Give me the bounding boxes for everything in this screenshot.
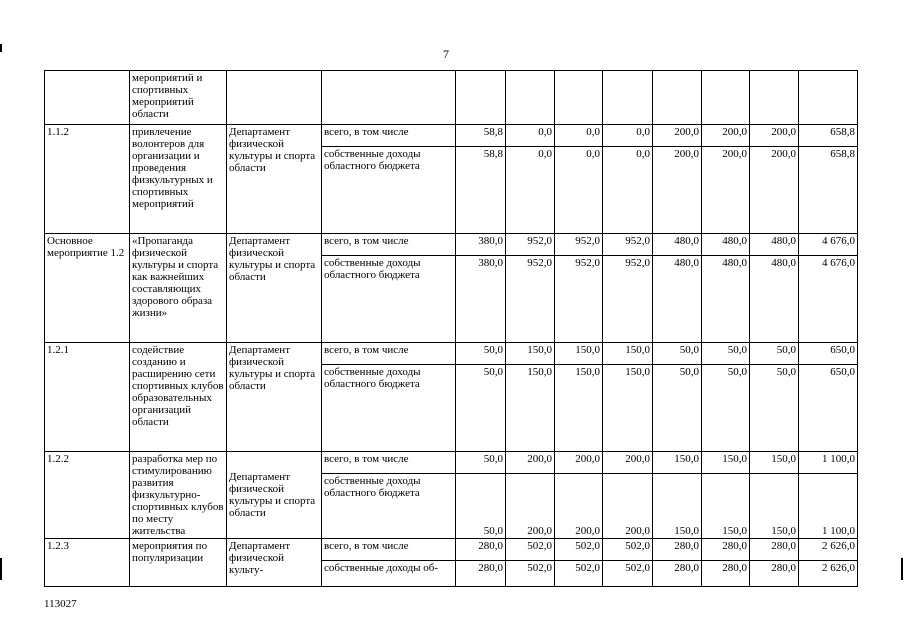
value-cell: 480,0 xyxy=(653,234,702,256)
row-name-cell: разработка мер по стимулированию развития физкультурно-спортивных клубов по месту жительства xyxy=(130,452,227,539)
funding-source-cell: всего, в том числе xyxy=(322,343,456,365)
value-cell: 0,0 xyxy=(555,147,603,234)
value-cell: 200,0 xyxy=(750,147,799,234)
funding-source-cell: всего, в том числе xyxy=(322,234,456,256)
row-executor-cell: Департамент физической культуры и спорта области xyxy=(227,125,322,234)
value-cell: 280,0 xyxy=(653,561,702,587)
table-row xyxy=(45,71,858,125)
value-cell: 200,0 xyxy=(506,452,555,474)
funding-source-cell: собственные доходы областного бюджета xyxy=(322,474,456,539)
value-cell: 380,0 xyxy=(456,234,506,256)
value-cell: 50,0 xyxy=(702,365,750,452)
row-executor-cell: Департамент физической культуры и спорта области xyxy=(227,343,322,452)
value-cell: 0,0 xyxy=(506,125,555,147)
value-cell: 50,0 xyxy=(456,365,506,452)
value-cell: 150,0 xyxy=(702,474,750,539)
value-cell: 200,0 xyxy=(653,125,702,147)
value-cell: 200,0 xyxy=(555,474,603,539)
value-cell: 150,0 xyxy=(506,343,555,365)
funding-source-cell: всего, в том числе xyxy=(322,452,456,474)
value-cell xyxy=(456,71,506,125)
table-body xyxy=(45,71,858,587)
value-cell: 650,0 xyxy=(799,343,858,365)
row-id-cell xyxy=(45,71,130,125)
row-id-cell: 1.2.3 xyxy=(45,539,130,587)
funding-source-cell: собственные доходы областного бюджета xyxy=(322,256,456,343)
value-cell: 150,0 xyxy=(702,452,750,474)
scan-mark-left-top xyxy=(0,44,2,52)
value-cell: 502,0 xyxy=(506,539,555,561)
value-cell xyxy=(555,71,603,125)
value-cell: 280,0 xyxy=(702,539,750,561)
value-cell: 50,0 xyxy=(653,365,702,452)
value-cell: 280,0 xyxy=(653,539,702,561)
row-name-cell: привлечение волонтеров для организации и проведения физкультурных и спортивных мероприятий xyxy=(130,125,227,234)
value-cell: 952,0 xyxy=(506,234,555,256)
value-cell xyxy=(750,71,799,125)
value-cell: 58,8 xyxy=(456,147,506,234)
value-cell: 480,0 xyxy=(750,234,799,256)
value-cell: 200,0 xyxy=(702,125,750,147)
value-cell: 1 100,0 xyxy=(799,452,858,474)
row-executor-cell xyxy=(227,71,322,125)
scan-mark-right-bottom xyxy=(901,558,903,580)
funding-source-cell: собственные доходы областного бюджета xyxy=(322,147,456,234)
funding-source-cell: собственные доходы областного бюджета xyxy=(322,365,456,452)
value-cell: 952,0 xyxy=(555,234,603,256)
row-executor-cell: Департамент физической культуры и спорта области xyxy=(227,452,322,539)
value-cell: 480,0 xyxy=(653,256,702,343)
value-cell: 50,0 xyxy=(750,343,799,365)
value-cell: 952,0 xyxy=(555,256,603,343)
scan-mark-left-bottom xyxy=(0,558,2,580)
value-cell: 4 676,0 xyxy=(799,256,858,343)
row-executor-cell: Департамент физической культу- xyxy=(227,539,322,587)
value-cell: 200,0 xyxy=(653,147,702,234)
row-id-cell: 1.1.2 xyxy=(45,125,130,234)
row-executor-cell: Департамент физической культуры и спорта области xyxy=(227,234,322,343)
table-row xyxy=(45,452,858,474)
value-cell: 200,0 xyxy=(555,452,603,474)
funding-source-cell: всего, в том числе xyxy=(322,539,456,561)
value-cell: 280,0 xyxy=(702,561,750,587)
value-cell: 150,0 xyxy=(603,343,653,365)
value-cell: 200,0 xyxy=(603,452,653,474)
value-cell: 0,0 xyxy=(603,125,653,147)
value-cell: 150,0 xyxy=(653,474,702,539)
value-cell: 658,8 xyxy=(799,125,858,147)
row-name-cell: мероприятий и спортивных мероприятий области xyxy=(130,71,227,125)
value-cell: 952,0 xyxy=(603,256,653,343)
value-cell: 380,0 xyxy=(456,256,506,343)
value-cell: 150,0 xyxy=(555,365,603,452)
value-cell: 650,0 xyxy=(799,365,858,452)
value-cell: 2 626,0 xyxy=(799,539,858,561)
value-cell: 952,0 xyxy=(603,234,653,256)
value-cell: 280,0 xyxy=(750,539,799,561)
value-cell: 480,0 xyxy=(702,234,750,256)
funding-source-cell xyxy=(322,71,456,125)
value-cell: 952,0 xyxy=(506,256,555,343)
value-cell xyxy=(799,71,858,125)
document-code: 113027 xyxy=(44,598,77,610)
budget-table xyxy=(44,70,858,587)
value-cell: 200,0 xyxy=(506,474,555,539)
value-cell: 50,0 xyxy=(750,365,799,452)
value-cell: 200,0 xyxy=(750,125,799,147)
value-cell: 150,0 xyxy=(555,343,603,365)
row-name-cell: «Пропаганда физической культуры и спорта как важнейших составляющих здорового образа жизни» xyxy=(130,234,227,343)
value-cell: 280,0 xyxy=(456,561,506,587)
value-cell: 480,0 xyxy=(750,256,799,343)
value-cell xyxy=(653,71,702,125)
value-cell: 50,0 xyxy=(653,343,702,365)
value-cell: 50,0 xyxy=(702,343,750,365)
value-cell xyxy=(702,71,750,125)
value-cell: 50,0 xyxy=(456,474,506,539)
row-name-cell: мероприятия по популяризации xyxy=(130,539,227,587)
value-cell: 150,0 xyxy=(750,452,799,474)
value-cell: 0,0 xyxy=(603,147,653,234)
value-cell xyxy=(603,71,653,125)
funding-source-cell: всего, в том числе xyxy=(322,125,456,147)
value-cell: 502,0 xyxy=(555,561,603,587)
row-id-cell: 1.2.2 xyxy=(45,452,130,539)
value-cell: 150,0 xyxy=(603,365,653,452)
value-cell xyxy=(506,71,555,125)
table-row xyxy=(45,539,858,561)
value-cell: 150,0 xyxy=(653,452,702,474)
value-cell: 658,8 xyxy=(799,147,858,234)
value-cell: 480,0 xyxy=(702,256,750,343)
page-number: 7 xyxy=(443,47,449,61)
value-cell: 0,0 xyxy=(555,125,603,147)
value-cell: 280,0 xyxy=(750,561,799,587)
row-id-cell: 1.2.1 xyxy=(45,343,130,452)
value-cell: 502,0 xyxy=(603,561,653,587)
value-cell: 2 626,0 xyxy=(799,561,858,587)
value-cell: 502,0 xyxy=(555,539,603,561)
value-cell: 0,0 xyxy=(506,147,555,234)
value-cell: 150,0 xyxy=(750,474,799,539)
value-cell: 4 676,0 xyxy=(799,234,858,256)
row-id-cell: Основное мероприятие 1.2 xyxy=(45,234,130,343)
table-row xyxy=(45,343,858,365)
value-cell: 502,0 xyxy=(506,561,555,587)
value-cell: 150,0 xyxy=(506,365,555,452)
value-cell: 280,0 xyxy=(456,539,506,561)
value-cell: 502,0 xyxy=(603,539,653,561)
value-cell: 200,0 xyxy=(603,474,653,539)
value-cell: 58,8 xyxy=(456,125,506,147)
value-cell: 50,0 xyxy=(456,452,506,474)
table-row xyxy=(45,125,858,147)
value-cell: 200,0 xyxy=(702,147,750,234)
table-row xyxy=(45,234,858,256)
funding-source-cell: собственные доходы об- xyxy=(322,561,456,587)
value-cell: 1 100,0 xyxy=(799,474,858,539)
value-cell: 50,0 xyxy=(456,343,506,365)
row-name-cell: содействие созданию и расширению сети спортивных клубов образовательных организаций области xyxy=(130,343,227,452)
